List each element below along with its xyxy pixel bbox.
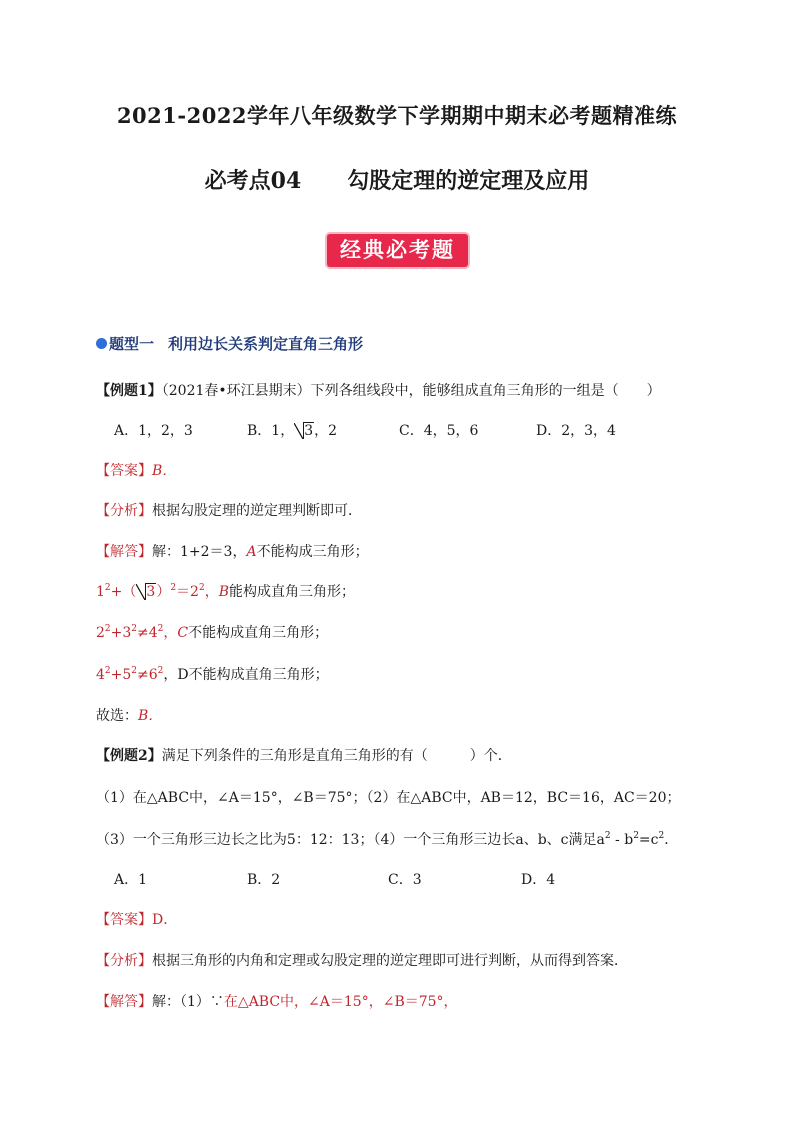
option-b: B．1， 3，2 [247, 423, 338, 439]
badge-label: 经典必考题 [340, 238, 455, 262]
section-heading [96, 333, 363, 354]
solution-step-d: $4^2+5^2\ne 6^2$，D不能构成直角三角形； [96, 666, 329, 683]
subtitle-topic: 勾股定理的逆定理及应用 [347, 168, 590, 194]
example2-condition-1: （1）在△ABC中，∠A＝15°，∠B＝75°；（2）在△ABC中，AB＝12，BC＝16，AC＝20； [96, 790, 681, 806]
example1-solution: 【解答】解：1+2＝3，A不能构成三角形； [96, 544, 369, 560]
answer-value: D． [152, 912, 178, 928]
example2-solution: 【解答】解：（1）∵在△ABC中，∠A＝15°，∠B＝75°， [96, 994, 458, 1010]
example2-options [0, 869, 794, 891]
solution-step-b: $1^2+$（ $3)^2=2^2$，B能构成直角三角形； [96, 583, 355, 600]
sqrt-symbol: 3 [294, 423, 314, 439]
classic-badge [327, 234, 468, 267]
option-d: D．2，3，4 [536, 423, 616, 439]
document-subtitle [0, 164, 794, 195]
example2-question [96, 745, 512, 765]
section-marker: 题型一 [109, 335, 155, 353]
bullet-dot-icon [96, 338, 107, 349]
option-c: C．3 [388, 872, 422, 888]
document-title: 2021-2022学年八年级数学下学期期中期末必考题精准练 [116, 103, 678, 128]
example1-answer: 【答案】B． [96, 463, 177, 479]
example1-final: 故选：B． [96, 708, 163, 724]
example2-answer: 【答案】D． [96, 912, 178, 928]
example1-analysis: 【分析】根据勾股定理的逆定理判断即可． [96, 503, 362, 519]
example1-label: 【例题1】 [96, 383, 162, 399]
example1-text: （2021春•环江县期末）下列各组线段中，能够组成直角三角形的一组是（ ） [161, 383, 661, 399]
example2-condition-2: （3）一个三角形三边长之比为5：12：13；（4）一个三角形三边长a、b、c满足$a^2 - b^2=c^2$． [96, 831, 679, 848]
sqrt-symbol: 3 [136, 584, 156, 600]
example2-analysis: 【分析】根据三角形的内角和定理或勾股定理的逆定理即可进行判断，从而得到答案． [96, 953, 628, 969]
subtitle-code: 必考点04 [204, 168, 302, 194]
example2-label: 【例题2】 [96, 748, 162, 764]
solution-step-c: $2^2+3^2\ne 4^2$，C不能构成直角三角形； [96, 624, 329, 641]
answer-value: B． [152, 463, 177, 479]
section-title: 利用边长关系判定直角三角形 [168, 335, 364, 353]
option-a: A．1，2，3 [114, 423, 193, 439]
example2-text: 满足下列条件的三角形是直角三角形的有（ ）个． [161, 748, 512, 764]
example1-options [0, 420, 794, 442]
option-a: A．1 [114, 872, 148, 888]
example1-question [96, 380, 661, 400]
option-c: C．4，5，6 [399, 423, 479, 439]
option-b: B．2 [247, 872, 281, 888]
option-d: D．4 [521, 872, 556, 888]
